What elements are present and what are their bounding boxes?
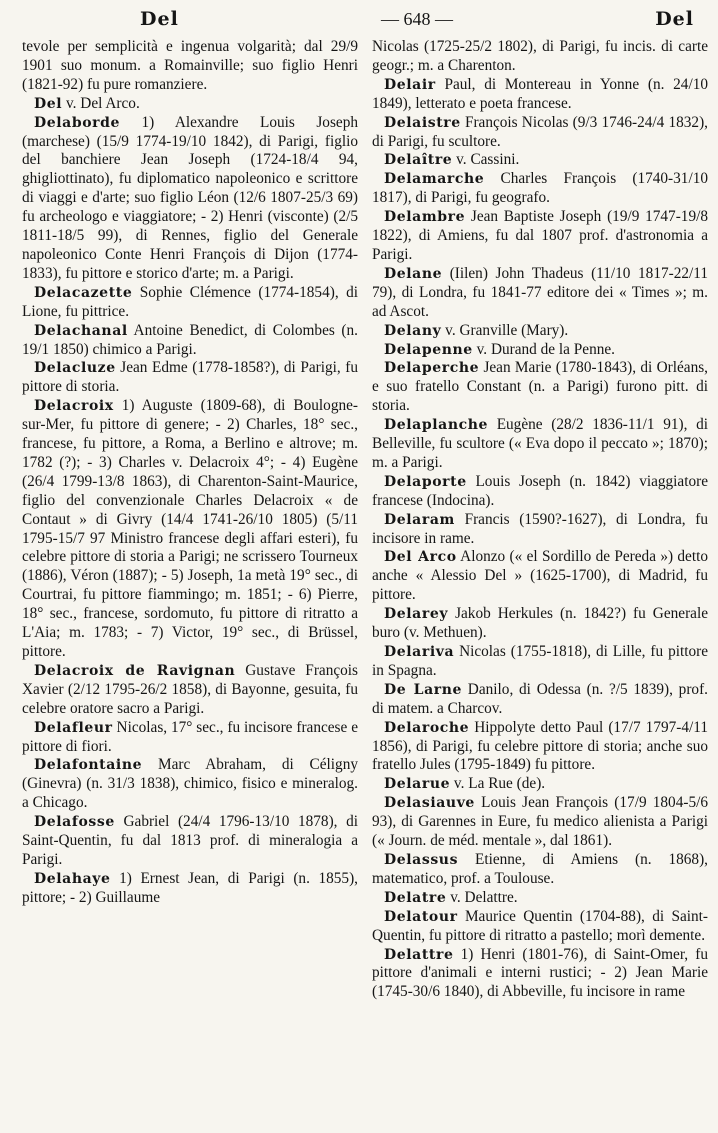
dictionary-entry (372, 416, 708, 473)
entry-text: Hippolyte detto Paul (17/7 1797-4/11 1856), di Parigi, fu celebre pittore di storia; anche suo fratello Jules (1795-1849) fu pittore. (372, 718, 708, 774)
dictionary-entry (372, 170, 708, 208)
header-right-word: Del (655, 8, 694, 30)
entry-text: Maurice Quentin (1704-88), di Saint-Quentin, fu pittore di ritratto a pastello; morì demente. (372, 907, 708, 944)
dictionary-entry (372, 151, 708, 170)
entry-text: v. Durand de la Penne. (472, 340, 615, 358)
dictionary-entry (372, 681, 708, 719)
entry-headword: Delacroix (34, 398, 114, 415)
entry-headword: Delaram (384, 511, 455, 528)
entry-headword: Delafontaine (34, 757, 143, 774)
entry-text: Charles François (1740-31/10 1817), di Parigi, fu geografo. (372, 170, 708, 207)
page-header (22, 0, 708, 38)
entry-headword: Delafleur (34, 719, 113, 736)
dictionary-entry (22, 662, 358, 719)
entry-headword: Delafosse (34, 814, 115, 831)
entry-text: Nicolas (1755-1818), di Lille, fu pittore in Spagna. (372, 643, 708, 679)
entry-headword: Delassus (384, 851, 459, 868)
entry-headword: Delamarche (384, 171, 485, 188)
entry-headword: Delaperche (384, 360, 480, 377)
entry-text: Alonzo (« el Sordillo de Pereda ») detto anche « Alessio Del » (1625-1700), di Madrid, fu pittore. (372, 548, 708, 604)
dictionary-entry (372, 794, 708, 851)
entry-headword: Delahaye (34, 870, 111, 887)
dictionary-entry (22, 397, 358, 662)
entry-headword: Del Arco (384, 549, 457, 566)
entry-text: v. Del Arco. (62, 94, 140, 112)
entry-text: Nicolas, 17° sec., fu incisore francese e pittore di fiori. (22, 718, 358, 755)
entry-headword: Delacluze (34, 360, 116, 377)
entry-headword: Delattre (384, 946, 454, 963)
dictionary-entry (372, 605, 708, 643)
entry-headword: Delaistre (384, 114, 461, 131)
entry-text: Marc Abraham, di Céligny (Ginevra) (n. 31/3 1838), chimico, fisico e mineralog. a Chicago. (22, 756, 358, 812)
entry-headword: Delacroix de Ravignan (34, 662, 236, 679)
entry-headword: Delane (384, 265, 443, 282)
entry-text: Etienne, di Amiens (n. 1868), matematico, prof. a Toulouse. (372, 850, 708, 887)
entry-headword: Delany (384, 322, 442, 339)
entry-headword: Delarey (384, 606, 449, 623)
left-column (22, 38, 358, 1128)
entry-headword: De Larne (384, 681, 463, 698)
dictionary-entry (372, 908, 708, 946)
dictionary-entry (372, 473, 708, 511)
entry-headword: Delariva (384, 644, 455, 660)
page-number: — 648 — (381, 8, 453, 29)
entry-headword: Delair (384, 76, 436, 93)
entry-text: Eugène (28/2 1836-11/1 91), di Belleville, fu scultore (« Eva dopo il peccato »; 1870); m. a Parigi. (372, 416, 708, 471)
entry-headword: Delacazette (34, 284, 133, 301)
entry-text: Gustave François Xavier (2/12 1795-26/2 1858), di Bayonne, gesuita, fu celebre oratore sacro a Parigi. (22, 661, 358, 717)
entry-headword: Delambre (384, 209, 466, 226)
entry-text: tevole per semplicità e ingenua volgarità; dal 29/9 1901 suo monum. a Romainville; suo figlio Henri (1821-92) fu pure romanziere. (22, 38, 358, 93)
dictionary-entry (22, 756, 358, 813)
dictionary-entry (372, 946, 708, 1003)
dictionary-entry (22, 95, 358, 114)
dictionary-entry (372, 548, 708, 605)
entry-text: Jean Baptiste Joseph (19/9 1747-19/8 1822), di Amiens, fu dal 1807 prof. d'astronomia a Parigi. (372, 208, 708, 263)
dictionary-entry (22, 114, 358, 284)
entry-text: Paul, di Montereau in Yonne (n. 24/10 1849), letterato e poeta francese. (372, 75, 708, 112)
dictionary-entry (22, 359, 358, 397)
dictionary-entry (22, 38, 358, 95)
entry-headword: Delaroche (384, 719, 470, 736)
entry-text: Danilo, di Odessa (n. ?/5 1839), prof. di matem. a Charcov. (372, 680, 708, 717)
entry-headword: Delaître (384, 152, 453, 169)
entry-text: Jakob Herkules (n. 1842?) fu Generale buro (v. Methuen). (372, 605, 708, 642)
dictionary-entry (372, 322, 708, 341)
dictionary-entry (372, 775, 708, 794)
entry-text: Jean Edme (1778-1858?), di Parigi, fu pittore di storia. (22, 359, 358, 396)
entry-text: v. Cassini. (452, 151, 520, 169)
dictionary-entry (22, 322, 358, 360)
dictionary-entry (372, 265, 708, 322)
entry-text: Antoine Benedict, di Colombes (n. 19/1 1850) chimico a Parigi. (22, 321, 358, 358)
dictionary-entry (22, 284, 358, 322)
entry-text: Sophie Clémence (1774-1854), di Lione, fu pittrice. (22, 283, 358, 320)
entry-text: Gabriel (24/4 1796-13/10 1878), di Saint-Quentin, fu dal 1813 prof. di mineralogia a Parigi. (22, 813, 358, 868)
entry-headword: Delatour (384, 908, 458, 925)
entry-headword: Delarue (384, 776, 451, 793)
entry-text: Louis Jean François (17/9 1804-5/6 93), di Garennes in Eure, fu medico alienista a Parigi (« Journ. de méd. mentale », dal 1861). (372, 794, 708, 850)
dictionary-entry (372, 359, 708, 416)
entry-headword: Delapenne (384, 341, 473, 358)
entry-text: v. Delattre. (446, 888, 518, 906)
entry-headword: Delatre (384, 889, 447, 906)
entry-headword: Del (34, 95, 63, 112)
entry-headword: Delachanal (34, 322, 128, 339)
entry-text: Francis (1590?-1627), di Londra, fu incisore in rame. (372, 510, 708, 547)
dictionary-entry (372, 208, 708, 265)
entry-text: 1) Ernest Jean, di Parigi (n. 1855), pittore; - 2) Guillaume (22, 869, 358, 906)
dictionary-entry (372, 719, 708, 776)
entry-headword: Delaplanche (384, 417, 489, 434)
dictionary-entry (372, 851, 708, 889)
entry-text: Louis Joseph (n. 1842) viaggiatore francese (Indocina). (372, 472, 708, 509)
entry-headword: Delaborde (34, 114, 121, 131)
entry-text: 1) Alexandre Louis Joseph (marchese) (15/9 1774-19/10 1842), di Parigi, figlio del banchiere Jean Joseph (1724-18/4 94, ghigliottinato), fu diplomatico napoleonico e scrittore di viaggi e d'arte; suo figlio Léon (12/6 1807-25/3 69) fu archeologo e viaggiatore; - 2) Henri (visconte) (2/5 1811-18/5 99), di Rennes, figlio del Generale napoleonico Conte Henri François di Dijon (1774-1833), fu pittore e storico d'arte; m. a Parigi. (22, 113, 358, 282)
dictionary-entry (372, 511, 708, 549)
header-left-word: Del (140, 8, 179, 30)
dictionary-entry (372, 38, 708, 76)
dictionary-entry (372, 643, 708, 681)
dictionary-entry (372, 114, 708, 152)
entry-headword: Delaporte (384, 473, 467, 490)
entry-headword: Delasiauve (384, 795, 475, 812)
dictionary-entry (372, 341, 708, 360)
entry-text: 1) Henri (1801-76), di Saint-Omer, fu pittore d'animali e interni rustici; - 2) Jean Marie (1745-30/6 1840), di Abbeville, fu incisore in rame (372, 945, 708, 1001)
entry-text: 1) Auguste (1809-68), di Boulogne-sur-Mer, fu pittore di genere; - 2) Charles, 18° sec., francese, fu pittore, a Roma, a Berlino e altrove; m. 1782 (?); - 3) Charles v. Delacroix 4°; - 4) Eugène (26/4 1799-13/8 1863), di Charenton-Saint-Maurice, figlio del convenzionale Charles Delacroix « de Contaut » di Givry (14/4 1741-26/10 1805) (5/11 1795-15/7 97 Ministro francese degli affari esteri), fu celebre pittore di storia a Parigi; ne scrissero Tourneux (1886), Véron (1887); - 5) Joseph, 1a metà 19° sec., di Courtrai, fu pittore fiammingo; m. 1851; - 6) Pierre, 18° sec., francese, sordomuto, fu pittore di ritratto a L'Aia; m. 1783; - 7) Victor, 19° sec., di Brüssel, pittore. (22, 397, 358, 660)
dictionary-entry (22, 813, 358, 870)
entry-text: (Iilen) John Thadeus (11/10 1817-22/11 79), di Londra, fu 1841-77 editore dei « Times »; m. ad Ascot. (372, 264, 708, 320)
dictionary-entry (22, 719, 358, 757)
right-column (372, 38, 708, 1128)
entry-text: v. Granville (Mary). (441, 321, 569, 339)
entry-text: v. La Rue (de). (450, 775, 546, 793)
entry-text: Nicolas (1725-25/2 1802), di Parigi, fu incis. di carte geogr.; m. a Charenton. (372, 38, 708, 74)
entry-text: Jean Marie (1780-1843), di Orléans, e suo fratello Constant (n. a Parigi) furono pitt. di storia. (372, 359, 708, 415)
entry-text: François Nicolas (9/3 1746-24/4 1832), di Parigi, fu scultore. (372, 113, 708, 150)
dictionary-entry (372, 889, 708, 908)
dictionary-entry (372, 76, 708, 114)
dictionary-entry (22, 870, 358, 908)
